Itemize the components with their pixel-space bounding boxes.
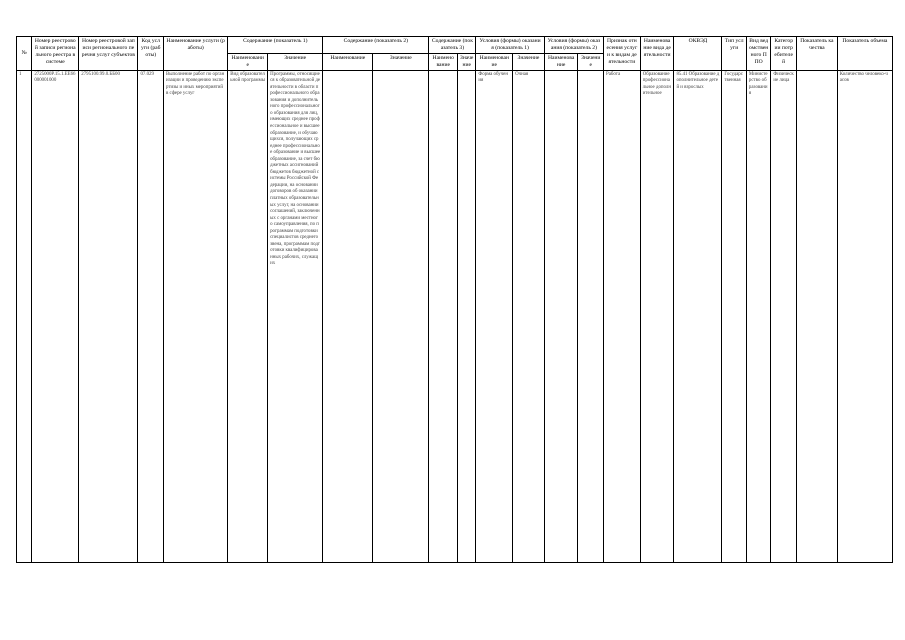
header-u1-name: Наименование — [476, 53, 513, 70]
header-type: Тип услуги — [722, 37, 747, 71]
header-c3-name: Наименование — [429, 53, 458, 70]
header-c1-value: Значение — [268, 53, 323, 70]
header-content-3: Содержание (показатель 3) — [429, 37, 476, 54]
cell-activity: Образование профессиональное дополнительное — [640, 70, 674, 562]
header-conditions-1: Условия (формы) оказания (показатель 1) — [476, 37, 544, 54]
registry-table — [16, 36, 893, 563]
header-conditions-2: Условия (формы) оказания (показатель 2) — [544, 37, 603, 54]
header-c2-name: Наименование — [323, 53, 373, 70]
cell-u2-value — [578, 70, 604, 562]
header-quality: Показатель качества — [796, 37, 837, 71]
header-content-1: Содержание (показатель 1) — [228, 37, 323, 54]
header-u2-value: Значение — [578, 53, 604, 70]
header-service-code: Код услуги (работы) — [138, 37, 164, 71]
header-u1-value: Значение — [513, 53, 545, 70]
cell-c2-name — [323, 70, 373, 562]
header-categories: Категории потребителей — [771, 37, 797, 71]
cell-service-code: 07.029 — [138, 70, 164, 562]
cell-u1-value: Очная — [513, 70, 545, 562]
cell-c2-value — [373, 70, 429, 562]
header-c2-value: Значение — [373, 53, 429, 70]
cell-u2-name — [544, 70, 578, 562]
cell-type: Государственная — [722, 70, 747, 562]
cell-registry-number-region: 2795100.99.0.ББ00 — [79, 70, 138, 562]
header-c3-value: Значение — [458, 53, 476, 70]
cell-c3-name — [429, 70, 458, 562]
header-okved: ОКВЭД — [674, 37, 722, 71]
header-service-name: Наименование услуги (работы) — [163, 37, 227, 71]
cell-c1-value: Программы, относящиеся к образовательной деятельности в области профессионального образования и дополнительного профессионального образования для лиц, имеющих среднее профессиональное и высшее образование, и обучающихся, получающих среднее профессиональное образование и высшее образование, за счет бюджетных ассигнований бюджетов бюджетной системы Российской Федерации, на основании договоров об оказании платных образовательных услуг, на основании соглашений, заключенных с органами местного самоуправления, по программам подготовки специалистов среднего звена, программам подготовки квалифицированных рабочих, служащих — [268, 70, 323, 562]
header-c1-name: Наименование — [228, 53, 268, 70]
header-volume: Показатель объема — [837, 37, 892, 71]
cell-okved: 85.41 Образование дополнительное детей и взрослых — [674, 70, 722, 562]
header-content-2: Содержание (показатель 2) — [323, 37, 429, 54]
cell-service-name: Выполнение работ по организации и проведению экспертизы и иных мероприятий в сфере услуг — [163, 70, 227, 562]
cell-sign: Работа — [604, 70, 641, 562]
cell-registry-number: 2725000P.15.1.ЕЕ66000001000 — [32, 70, 79, 562]
header-row-top — [17, 37, 893, 54]
cell-c1-name: Вид образовательной программы — [228, 70, 268, 562]
header-u2-name: Наименование — [544, 53, 578, 70]
cell-u1-name: Форма обучения — [476, 70, 513, 562]
header-registry-number: Номер реестровой записи регионального реестра в системе — [32, 37, 79, 71]
cell-quality — [796, 70, 837, 562]
header-sign: Признак отнесения услуги к видам деятельности — [604, 37, 641, 71]
cell-categories: Физические лица — [771, 70, 797, 562]
cell-volume: Количество человеко-часов — [837, 70, 892, 562]
header-num: № — [17, 37, 32, 71]
header-registry-number-region: Номер реестровой записи регионального перечня услуг субъектов — [79, 37, 138, 71]
header-activity: Наименование вида деятельности — [640, 37, 674, 71]
cell-gov-body: Министерство образования — [746, 70, 771, 562]
table-row — [17, 70, 893, 562]
header-gov-body: Вид ведомственного ППО — [746, 37, 771, 71]
cell-num: 1 — [17, 70, 32, 562]
cell-c3-value — [458, 70, 476, 562]
